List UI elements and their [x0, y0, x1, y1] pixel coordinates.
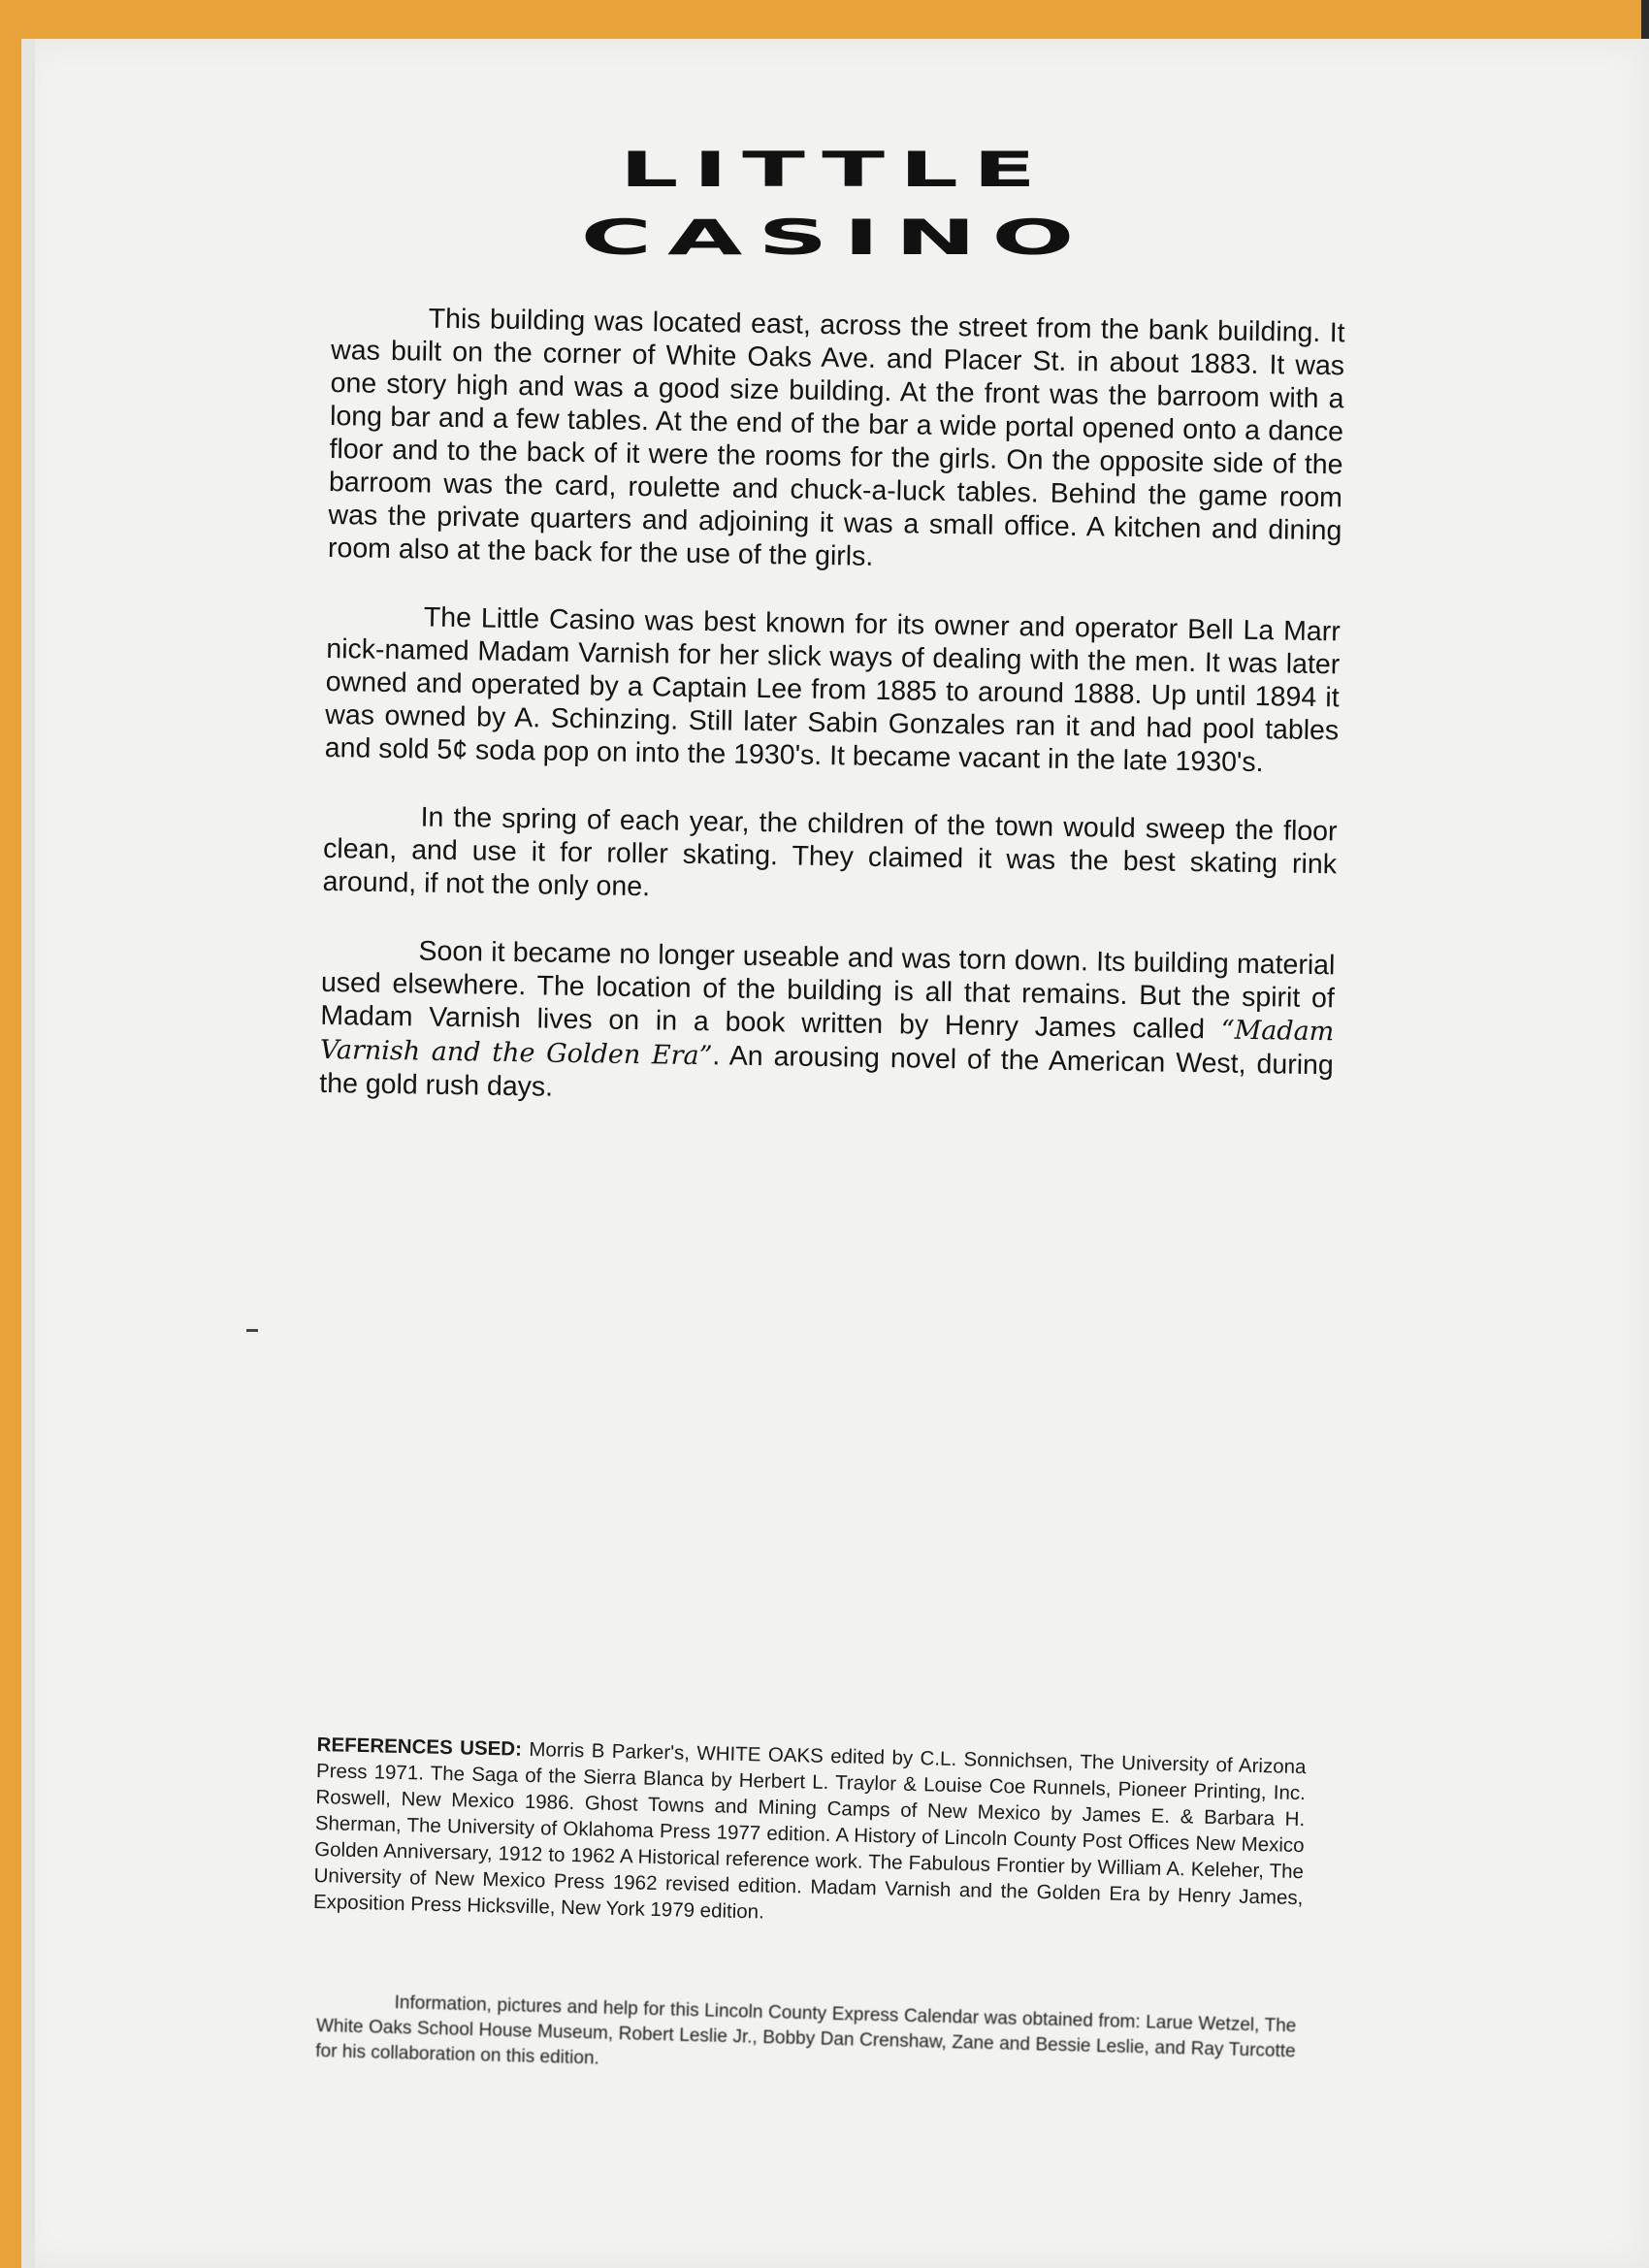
page-title	[21, 142, 1649, 266]
document-page	[21, 39, 1649, 2268]
references-heading: REFERENCES USED:	[316, 1733, 523, 1761]
title-line-2: CASINO	[580, 210, 1090, 266]
body-text	[318, 301, 1344, 1150]
paragraph-4	[319, 933, 1336, 1116]
stray-mark	[246, 1329, 258, 1332]
paragraph-4-before: Soon it became no longer useable and was torn down. Its building material used elsewhere. The location of the building is all that remains. But the spirit of Madam Varnish lives on in a book written by Henry James called	[320, 935, 1336, 1046]
references-text: Morris B Parker's, WHITE OAKS edited by C.L. Sonnichsen, The University of Arizona Press 1971. The Saga of the Sierra Blanca by Herbert L. Traylor & Louise Coe Runnels, Pioneer Printing, Inc. Roswell, New Mexico 1986. Ghost Towns and Mining Camps of New Mexico by James E. & Barbara H. Sherman, The University of Oklahoma Press 1977 edition. A History of Lincoln County Post Offices New Mexico Golden Anniversary, 1912 to 1962 A Historical reference work. The Fabulous Frontier by William A. Keleher, The University of New Mexico Press 1962 revised edition. Madam Varnish and the Golden Era by Henry James, Exposition Press Hicksville, New York 1979 edition.	[312, 1737, 1307, 1924]
book-title: “Madam Varnish and the Golden Era”	[319, 1015, 1335, 1072]
paragraph-3: In the spring of each year, the children of the town would sweep the floor clean, and use it for roller skating. They claimed it was the best skating rink around, if not the only one.	[322, 801, 1338, 903]
references-block	[313, 1732, 1307, 1937]
title-line-1: LITTLE	[619, 142, 1051, 198]
credits-block: Information, pictures and help for this Lincoln County Express Calendar was obtained from: Larue Wetzel, The White Oaks School House Museum, Robert Leslie Jr., Bobby Dan Crenshaw, Zane and Bessie Leslie, and Ray Turcotte for his collaboration on this edition.	[315, 1993, 1297, 2069]
paragraph-4-after: . An arousing novel of the American West, during the gold rush days.	[319, 1040, 1334, 1103]
paragraph-2: The Little Casino was best known for its owner and operator Bell La Marr nick-named Madam Varnish for her slick ways of dealing with the men. It was later owned and operated by a Captain Lee from 1885 to around 1888. Up until 1894 it was owned by A. Schinzing. Still later Sabin Gonzales ran it and had pool tables and sold 5¢ soda pop on into the 1930's. It became vacant in the late 1930's.	[324, 601, 1342, 779]
paragraph-1: This building was located east, across the street from the bank building. It was built on the corner of White Oaks Ave. and Placer St. in about 1883. It was one story high and was a good size building. At the front was the barroom with a long bar and a few tables. At the end of the bar a wide portal opened onto a dance floor and to the back of it were the rooms for the girls. On the opposite side of the barroom was the card, roulette and chuck-a-luck tables. Behind the game room was the private quarters and adjoining it was a small office. A kitchen and dining room also at the back for the use of the girls.	[327, 303, 1345, 572]
